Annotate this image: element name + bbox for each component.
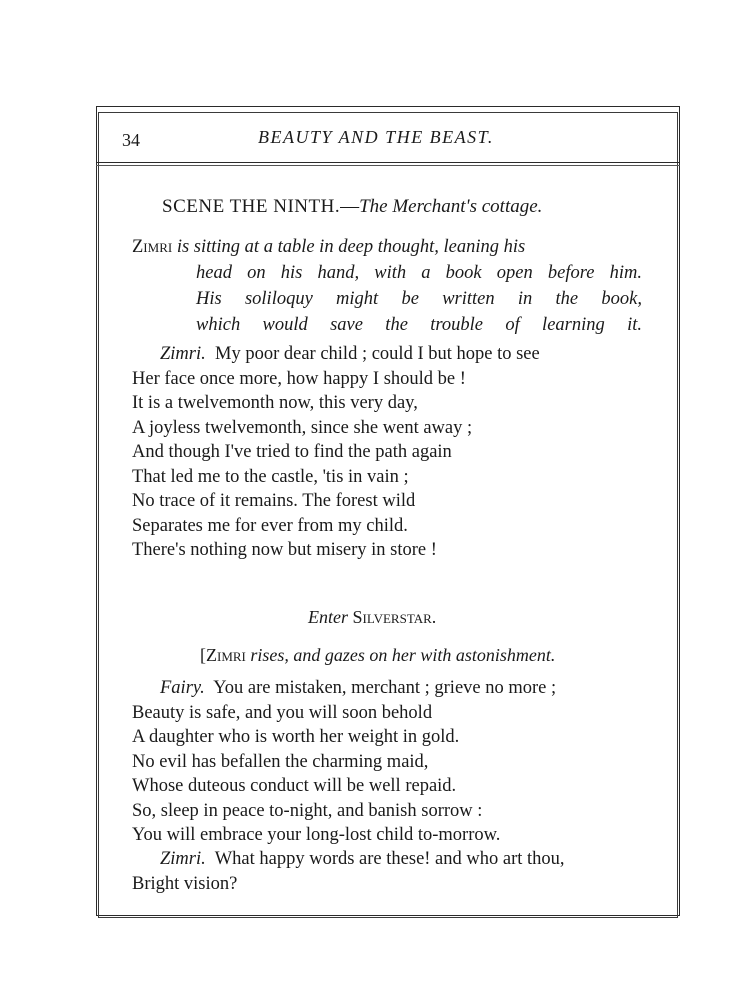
scene-title: SCENE THE NINTH. [162,196,341,217]
verse-line: No trace of it remains. The forest wild [132,491,416,511]
verse-line: Beauty is safe, and you will soon behold [132,702,433,723]
entrance-verb: Enter [308,607,348,627]
speech-fairy [132,676,556,848]
stage-direction-line: His soliloquy might be written in the book, [196,289,642,309]
speaker-name: Zimri. [160,344,206,364]
verse-line: It is a twelvemonth now, this very day, [132,393,418,413]
verse-text: My poor dear child ; could I but hope to see [215,344,540,364]
verse-line: You will embrace your long-lost child to-morrow. [132,825,501,845]
scene-heading [162,196,542,218]
character-name: Silverstar. [352,607,437,627]
stage-direction-text: is sitting at a table in deep thought, leaning his [176,237,526,257]
verse-line [132,342,540,367]
action-text: rises, and gazes on her with astonishment. [250,645,556,665]
verse-text: What happy words are these! and who art thou, [214,849,565,869]
verse-line: A daughter who is worth her weight in gold. [132,727,460,747]
page-number: 34 [122,130,140,150]
verse-line: A joyless twelvemonth, since she went away ; [132,417,473,438]
character-name: Zimri [132,237,173,257]
header-rule-secondary [96,165,680,166]
verse-line: Bright vision? [132,873,238,894]
entrance-direction [308,607,436,628]
speaker-name: Fairy. [160,678,205,698]
verse-line: Separates me for ever from my child. [132,515,408,536]
verse-line: No evil has befallen the charming maid, [132,751,429,772]
speaker-name: Zimri. [160,849,206,869]
verse-line: Her face once more, how happy I should be ! [132,368,466,389]
character-name: Zimri [206,645,246,665]
stage-direction-line: which would save the trouble of learning it. [196,315,642,335]
speech-zimri-2 [132,847,565,896]
stage-direction-line [132,234,642,260]
running-title: BEAUTY AND THE BEAST. [258,127,494,147]
stage-direction-line: head on his hand, with a book open before him. [196,263,642,283]
header-rule [96,162,680,163]
verse-line: Whose duteous conduct will be well repaid. [132,776,457,796]
verse-line: So, sleep in peace to-night, and banish sorrow : [132,800,483,821]
scene-dash: — [340,196,360,217]
action-direction [200,645,555,666]
scene-location: The Merchant's cottage. [359,196,543,217]
bracket: [ [200,645,206,665]
stage-direction [132,234,642,338]
verse-line: There's nothing now but misery in store ! [132,540,437,560]
verse-text: You are mistaken, merchant ; grieve no more ; [213,678,557,698]
verse-line: That led me to the castle, 'tis in vain ; [132,466,409,487]
verse-line [132,676,556,701]
verse-line [132,847,565,872]
verse-line: And though I've tried to find the path again [132,442,452,462]
speech-zimri-1 [132,342,540,563]
